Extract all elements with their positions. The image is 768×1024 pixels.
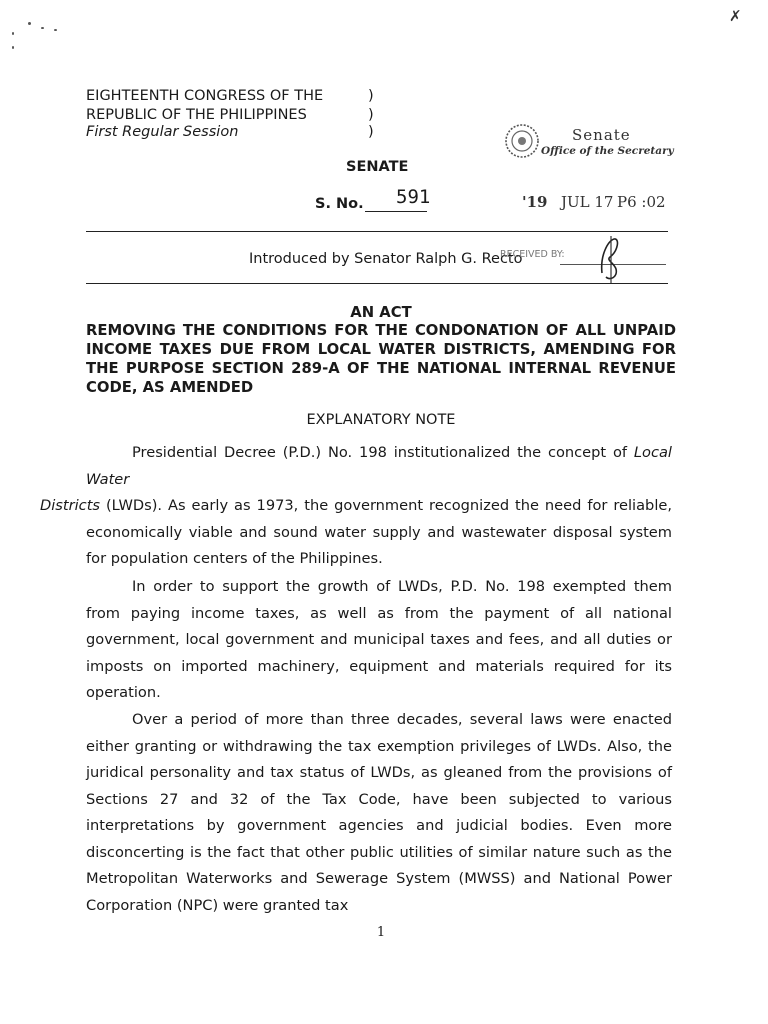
scan-speck (12, 46, 14, 49)
senate-seal (503, 122, 541, 160)
bill-number-value: 591 (396, 186, 431, 208)
stamp-date-year: '19 (522, 193, 548, 211)
scan-speck (28, 22, 31, 25)
scan-speck (54, 29, 57, 31)
introduced-by: Introduced by Senator Ralph G. Recto (249, 251, 523, 267)
congress-line-1: EIGHTEENTH CONGRESS OF THE (86, 88, 324, 104)
p1-text-after: (LWDs). As early as 1973, the government recognized the need for reliable, economically viable and sound water supply and wastewater disposal system for population centers of the Philippines. (86, 497, 672, 567)
p2-text: In order to support the growth of LWDs, P.D. No. 198 exempted them from paying income taxes, as well as from the payment of all national government, local government and municipal taxes and fees, and all duties or imposts on imported machinery, equipment and materials required for its operation. (86, 578, 672, 701)
stamp-senate-label: Senate (572, 126, 631, 144)
chamber-label: SENATE (346, 159, 409, 175)
bill-number-label: S. No. (315, 196, 364, 212)
corner-pen-mark: ✗ (729, 7, 742, 25)
top-rule (86, 231, 668, 232)
explanatory-note-heading: EXPLANATORY NOTE (306, 412, 456, 428)
p1-text-before: Presidential Decree (P.D.) No. 198 institutionalized the concept of (132, 444, 634, 461)
stamp-received-fragment: RECEIVED BY: (500, 249, 565, 260)
bracket-paren: ) (368, 124, 374, 140)
bill-number-underline (365, 211, 427, 212)
paragraph-2 (86, 574, 672, 707)
bracket-paren: ) (368, 88, 374, 104)
stamp-date-time: P6 :02 (617, 193, 666, 211)
stamp-date-month-day: JUL 17 (561, 193, 614, 211)
stamp-office-label: Office of the Secretary (541, 145, 674, 157)
congress-line-2: REPUBLIC OF THE PHILIPPINES (86, 107, 307, 123)
paragraph-1 (40, 440, 672, 573)
session-label: First Regular Session (86, 124, 239, 140)
scan-speck (41, 27, 44, 29)
paragraph-3 (86, 707, 672, 919)
p1-italic-a: Local Water (86, 444, 672, 488)
act-heading: AN ACT (350, 304, 412, 321)
p1-italic-b: Districts (40, 497, 101, 514)
signature-mark (596, 233, 626, 285)
bracket-paren: ) (368, 107, 374, 123)
bottom-rule (86, 283, 668, 284)
p3-text: Over a period of more than three decades, several laws were enacted either granting or withdrawing the tax exemption privileges of LWDs. Also, the juridical personality and tax status of LWDs, as gleaned from the provisions of Sections 27 and 32 of the Tax Code, have been subjected to various interpretations by government agencies and judicial bodies. Even more disconcerting is the fact that other public utilities of similar nature such as the Metropolitan Waterworks and Sewerage System (MWSS) and National Power Corporation (NPC) were granted tax (86, 711, 672, 914)
bill-title: REMOVING THE CONDITIONS FOR THE CONDONATION OF ALL UNPAID INCOME TAXES DUE FROM LOCAL WATER DISTRICTS, AMENDING FOR THE PURPOSE SECTION 289-A OF THE NATIONAL INTERNAL REVENUE CODE, AS AMENDED (86, 322, 676, 396)
scan-speck (12, 32, 14, 35)
page-number: 1 (376, 925, 386, 940)
